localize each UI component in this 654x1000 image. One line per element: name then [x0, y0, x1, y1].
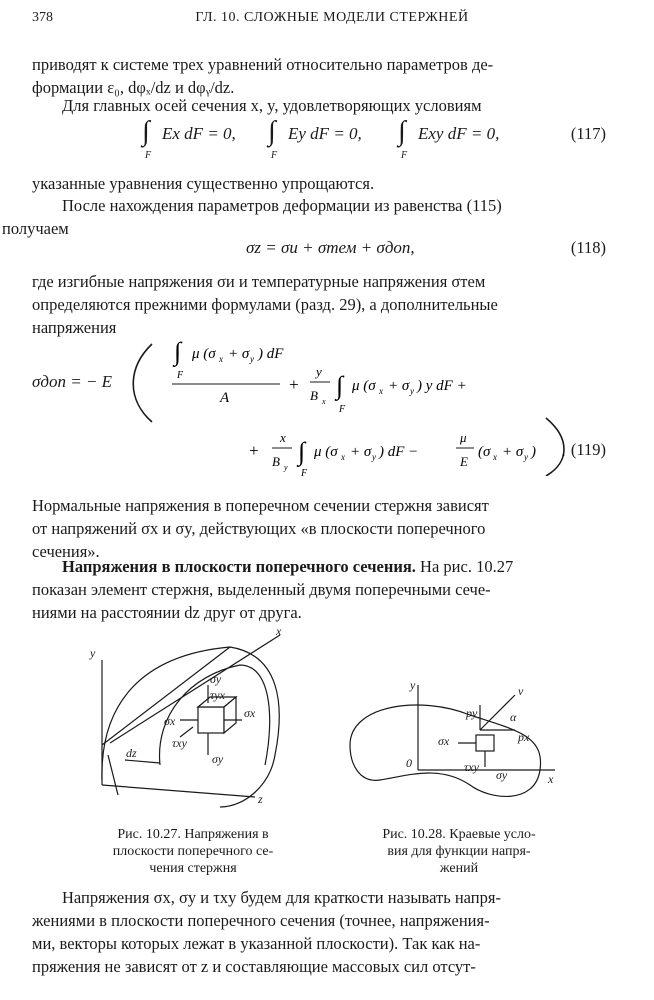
- svg-text:y: y: [410, 386, 414, 396]
- tau-xy-label: τxy: [172, 736, 187, 750]
- text-line: На рис. 10.27: [415, 557, 514, 576]
- sigma-y-top-label: σy: [210, 672, 222, 686]
- svg-text:∫: ∫: [298, 437, 306, 466]
- equation-number: (118): [570, 238, 606, 257]
- axis-label-y: y: [410, 678, 416, 692]
- svg-text:∫: ∫: [336, 371, 344, 400]
- text-line: ниями на расстоянии dz друг от друга.: [32, 603, 302, 622]
- equation-118: [32, 238, 630, 264]
- axis-label-z: z: [258, 792, 263, 806]
- sigma-x-right-label: σx: [244, 706, 256, 720]
- sigma-y-bottom-label: σy: [212, 752, 224, 766]
- svg-text:y: y: [284, 463, 288, 472]
- svg-text:B: B: [272, 454, 280, 469]
- equation-number: (119): [570, 440, 606, 459]
- text-line: напряжения: [32, 318, 117, 337]
- equation-117: [32, 118, 630, 164]
- svg-text:) y dF +: ) y dF +: [417, 378, 467, 394]
- equation-119: [32, 338, 630, 476]
- text-line: где изгибные напряжения σи и температурные напряжения σтем: [32, 272, 486, 291]
- axis-label-y: y: [90, 646, 96, 660]
- text-line: определяются прежними формулами (разд. 29), а дополнительные: [32, 295, 498, 314]
- integral-sign-icon: ∫: [142, 116, 150, 147]
- svg-text:+ σ: + σ: [228, 346, 250, 362]
- text-line: Напряжения σx, σy и τxy будем для краткости называть напря-: [62, 888, 501, 907]
- page-number: 378: [32, 10, 53, 25]
- caption-line: чения стержня: [149, 861, 237, 876]
- dz-label: dz: [126, 746, 137, 760]
- text-line: от напряжений σx и σy, действующих «в плоскости поперечного: [32, 519, 486, 538]
- text-line: После нахождения параметров деформации из равенства (115): [62, 196, 502, 215]
- caption-line: Рис. 10.27. Напряжения в: [117, 827, 269, 842]
- svg-text:y: y: [250, 354, 254, 364]
- text-line: ми, векторы которых лежат в указанной плоскости). Так как на-: [32, 934, 481, 953]
- paragraph-2: Для главных осей сечения x, y, удовлетворяющих условиям: [62, 96, 482, 115]
- svg-text:B: B: [310, 388, 318, 403]
- svg-text:x: x: [341, 452, 345, 462]
- axis-label-x: x: [276, 625, 282, 638]
- paragraph-7: [32, 555, 630, 624]
- svg-text:x: x: [219, 354, 223, 364]
- tau-yx-label: τyx: [210, 688, 225, 702]
- text-line: приводят к системе трех уравнений относительно параметров де-: [32, 55, 494, 74]
- figure-10-28: [340, 675, 570, 815]
- svg-text:+: +: [288, 375, 300, 394]
- text-line: формации ε₀, dφₓ/dz и dφᵧ/dz.: [32, 78, 235, 97]
- eq119-lhs: σдоп = − E: [32, 372, 113, 391]
- integral-domain: F: [271, 150, 278, 161]
- svg-text:F: F: [339, 404, 346, 415]
- svg-text:μ (σ: μ (σ: [314, 444, 338, 460]
- svg-text:.: .: [562, 444, 566, 460]
- svg-text:y: y: [372, 452, 376, 462]
- integral-domain: F: [145, 150, 152, 161]
- svg-text:x: x: [379, 386, 383, 396]
- equation-number: (117): [570, 124, 606, 143]
- svg-text:y: y: [524, 452, 528, 462]
- caption-line: вия для функции напря-: [387, 844, 531, 859]
- running-header: [32, 10, 632, 32]
- svg-text:) dF −: ) dF −: [379, 444, 419, 460]
- normal-nu-label: ν: [518, 684, 524, 698]
- running-title: ГЛ. 10. СЛОЖНЫЕ МОДЕЛИ СТЕРЖНЕЙ: [195, 10, 469, 25]
- eq117-term-c: Exy dF = 0,: [418, 124, 500, 143]
- svg-text:∫: ∫: [174, 338, 182, 366]
- svg-text:E: E: [460, 454, 468, 469]
- svg-text:μ: μ: [460, 430, 467, 445]
- sigma-y-label: σy: [496, 768, 508, 782]
- tau-xy-label: τxy: [464, 760, 479, 774]
- svg-text:): ): [531, 444, 536, 460]
- svg-text:μ (σ: μ (σ: [192, 346, 216, 362]
- caption-line: жений: [439, 861, 479, 876]
- figure-10-27: [80, 625, 300, 815]
- svg-text:A: A: [220, 390, 230, 406]
- angle-alpha-label: α: [510, 710, 517, 724]
- integral-domain: F: [401, 150, 408, 161]
- origin-label: 0: [406, 756, 412, 770]
- paragraph-5: [32, 270, 630, 339]
- integral-sign-icon: ∫: [268, 116, 276, 147]
- svg-text:F: F: [177, 370, 184, 381]
- paragraph-3: указанные уравнения существенно упрощаются.: [32, 174, 375, 193]
- paragraph-4: [2, 194, 630, 240]
- paragraph-1: [32, 53, 630, 99]
- p-x-label: px: [518, 730, 530, 744]
- integral-sign-icon: ∫: [398, 116, 406, 147]
- eq117-term-b: Ey dF = 0,: [288, 124, 362, 143]
- text-line: Нормальные напряжения в поперечном сечении стержня зависят: [32, 496, 489, 515]
- svg-text:μ (σ: μ (σ: [352, 378, 376, 394]
- text-line: показан элемент стержня, выделенный двумя поперечными сече-: [32, 580, 491, 599]
- svg-text:) dF: ) dF: [258, 346, 284, 362]
- figure-10-28-caption: [352, 826, 566, 877]
- paragraph-8: [32, 886, 630, 978]
- figure-10-27-caption: [86, 826, 300, 877]
- svg-text:x: x: [280, 430, 286, 445]
- svg-text:(σ: (σ: [478, 444, 491, 460]
- eq117-term-a: Ex dF = 0,: [162, 124, 236, 143]
- text-line: пряжения не зависят от z и составляющие массовых сил отсут-: [32, 957, 476, 976]
- svg-text:x: x: [493, 452, 497, 462]
- eq119-body: [32, 338, 630, 476]
- svg-text:+: +: [248, 441, 260, 460]
- sigma-x-label: σx: [438, 734, 450, 748]
- eq118-expression: σz = σи + σтем + σдоп,: [246, 238, 415, 257]
- caption-line: Рис. 10.28. Краевые усло-: [382, 827, 536, 842]
- svg-text:+ σ: + σ: [502, 444, 524, 460]
- p-y-label: py: [466, 706, 478, 720]
- svg-text:F: F: [301, 468, 308, 476]
- axis-label-x: x: [548, 772, 554, 786]
- svg-text:y: y: [316, 364, 322, 379]
- text-line: получаем: [2, 219, 69, 238]
- text-line: сечения».: [32, 542, 100, 561]
- svg-text:+ σ: + σ: [388, 378, 410, 394]
- text-line: жениями в плоскости поперечного сечения (точнее, напряжения-: [32, 911, 490, 930]
- svg-text:+ σ: + σ: [350, 444, 372, 460]
- sigma-x-left-label: σx: [164, 714, 176, 728]
- paragraph-6: [32, 494, 630, 563]
- section-heading: Напряжения в плоскости поперечного сечения.: [62, 557, 416, 576]
- caption-line: плоскости поперечного се-: [112, 844, 274, 859]
- svg-text:x: x: [322, 397, 326, 406]
